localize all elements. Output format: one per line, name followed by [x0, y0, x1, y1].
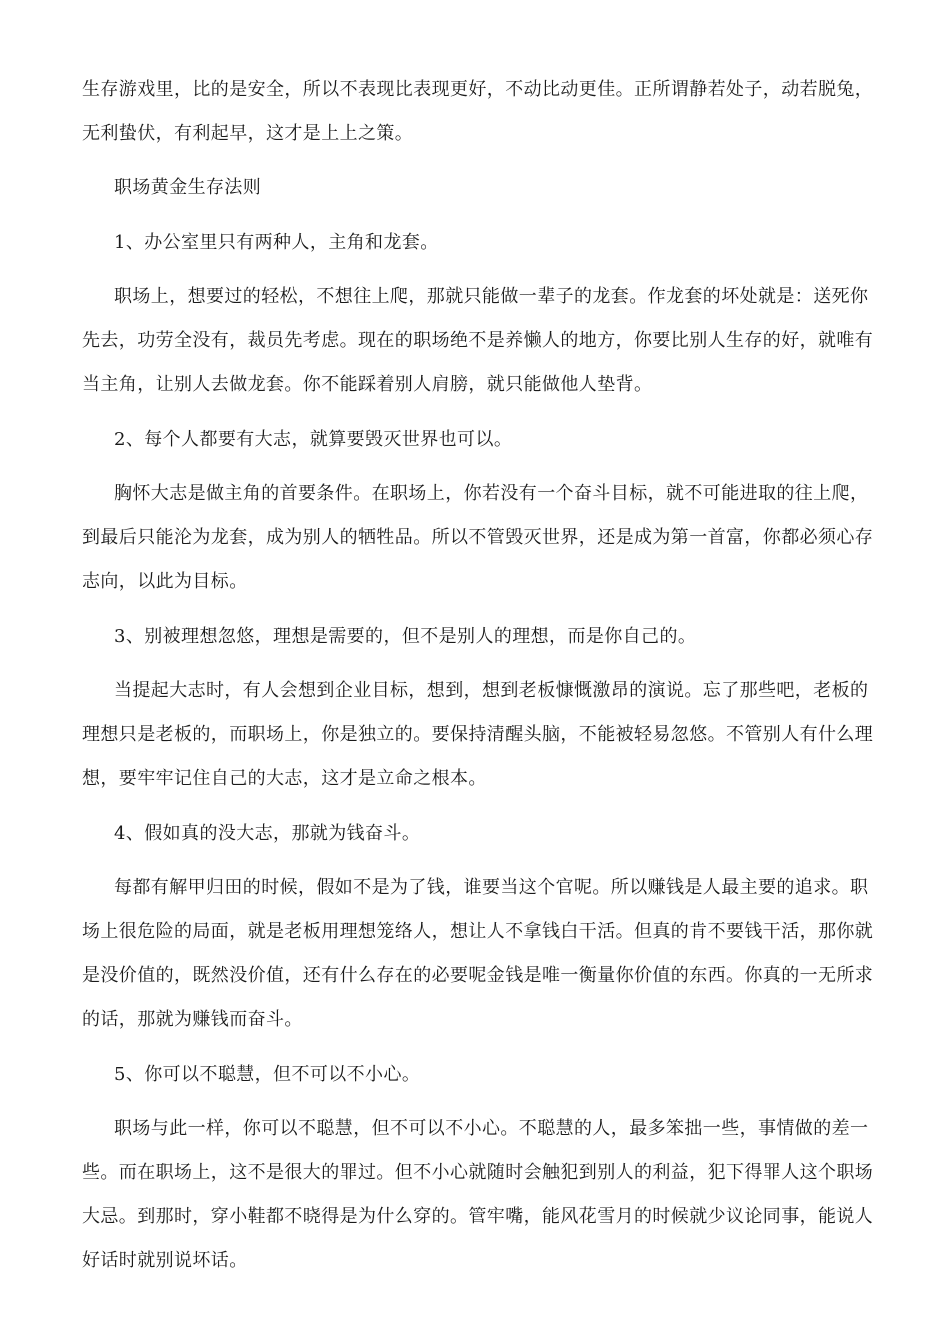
- rule-heading-3: 3、别被理想忽悠，理想是需要的，但不是别人的理想，而是你自己的。: [114, 626, 697, 647]
- rule-heading-4: 4、假如真的没大志，那就为钱奋斗。: [114, 823, 421, 844]
- paragraph-line: 先去，功劳全没有，裁员先考虑。现在的职场绝不是养懒人的地方，你要比别人生存的好，就唯有: [82, 330, 874, 351]
- rule-heading-2: 2、每个人都要有大志，就算要毁灭世界也可以。: [114, 429, 513, 450]
- paragraph-line: 场上很危险的局面，就是老板用理想笼络人，想让人不拿钱白干活。但真的肯不要钱干活，那你就: [82, 921, 874, 942]
- paragraph-line: 大忌。到那时，穿小鞋都不晓得是为什么穿的。管牢嘴，能风花雪月的时候就少议论同事，能说人: [82, 1206, 874, 1227]
- paragraph-line: 无利蛰伏，有利起早，这才是上上之策。: [82, 123, 414, 144]
- paragraph-line: 志向，以此为目标。: [82, 571, 248, 592]
- paragraph-line: 职场上，想要过的轻松，不想往上爬，那就只能做一辈子的龙套。作龙套的坏处就是：送死你: [114, 286, 869, 307]
- paragraph-line: 到最后只能沦为龙套，成为别人的牺牲品。所以不管毁灭世界，还是成为第一首富，你都必须心存: [82, 527, 874, 548]
- paragraph-line: 些。而在职场上，这不是很大的罪过。但不小心就随时会触犯到别人的利益，犯下得罪人这个职场: [82, 1162, 874, 1183]
- paragraph-line: 职场与此一样，你可以不聪慧，但不可以不小心。不聪慧的人，最多笨拙一些，事情做的差一: [114, 1118, 869, 1139]
- paragraph-line: 生存游戏里，比的是安全，所以不表现比表现更好，不动比动更佳。正所谓静若处子，动若脱兔，: [82, 79, 874, 100]
- paragraph-line: 胸怀大志是做主角的首要条件。在职场上，你若没有一个奋斗目标，就不可能进取的往上爬，: [114, 483, 869, 504]
- paragraph-line: 每都有解甲归田的时候，假如不是为了钱，谁要当这个官呢。所以赚钱是人最主要的追求。职: [114, 877, 869, 898]
- paragraph-line: 理想只是老板的，而职场上，你是独立的。要保持清醒头脑，不能被轻易忽悠。不管别人有什么理: [82, 724, 874, 745]
- paragraph-line: 想，要牢牢记住自己的大志，这才是立命之根本。: [82, 768, 487, 789]
- paragraph-line: 的话，那就为赚钱而奋斗。: [82, 1009, 303, 1030]
- paragraph-line: 是没价值的，既然没价值，还有什么存在的必要呢金钱是唯一衡量你价值的东西。你真的一无所求: [82, 965, 874, 986]
- rule-heading-5: 5、你可以不聪慧，但不可以不小心。: [114, 1064, 421, 1085]
- section-heading: 职场黄金生存法则: [114, 177, 262, 198]
- paragraph-line: 当提起大志时，有人会想到企业目标，想到，想到老板慷慨激昂的演说。忘了那些吧，老板的: [114, 680, 869, 701]
- paragraph-line: 当主角，让别人去做龙套。你不能踩着别人肩膀，就只能做他人垫背。: [82, 374, 653, 395]
- paragraph-line: 好话时就别说坏话。: [82, 1250, 248, 1271]
- rule-heading-1: 1、办公室里只有两种人，主角和龙套。: [114, 232, 439, 253]
